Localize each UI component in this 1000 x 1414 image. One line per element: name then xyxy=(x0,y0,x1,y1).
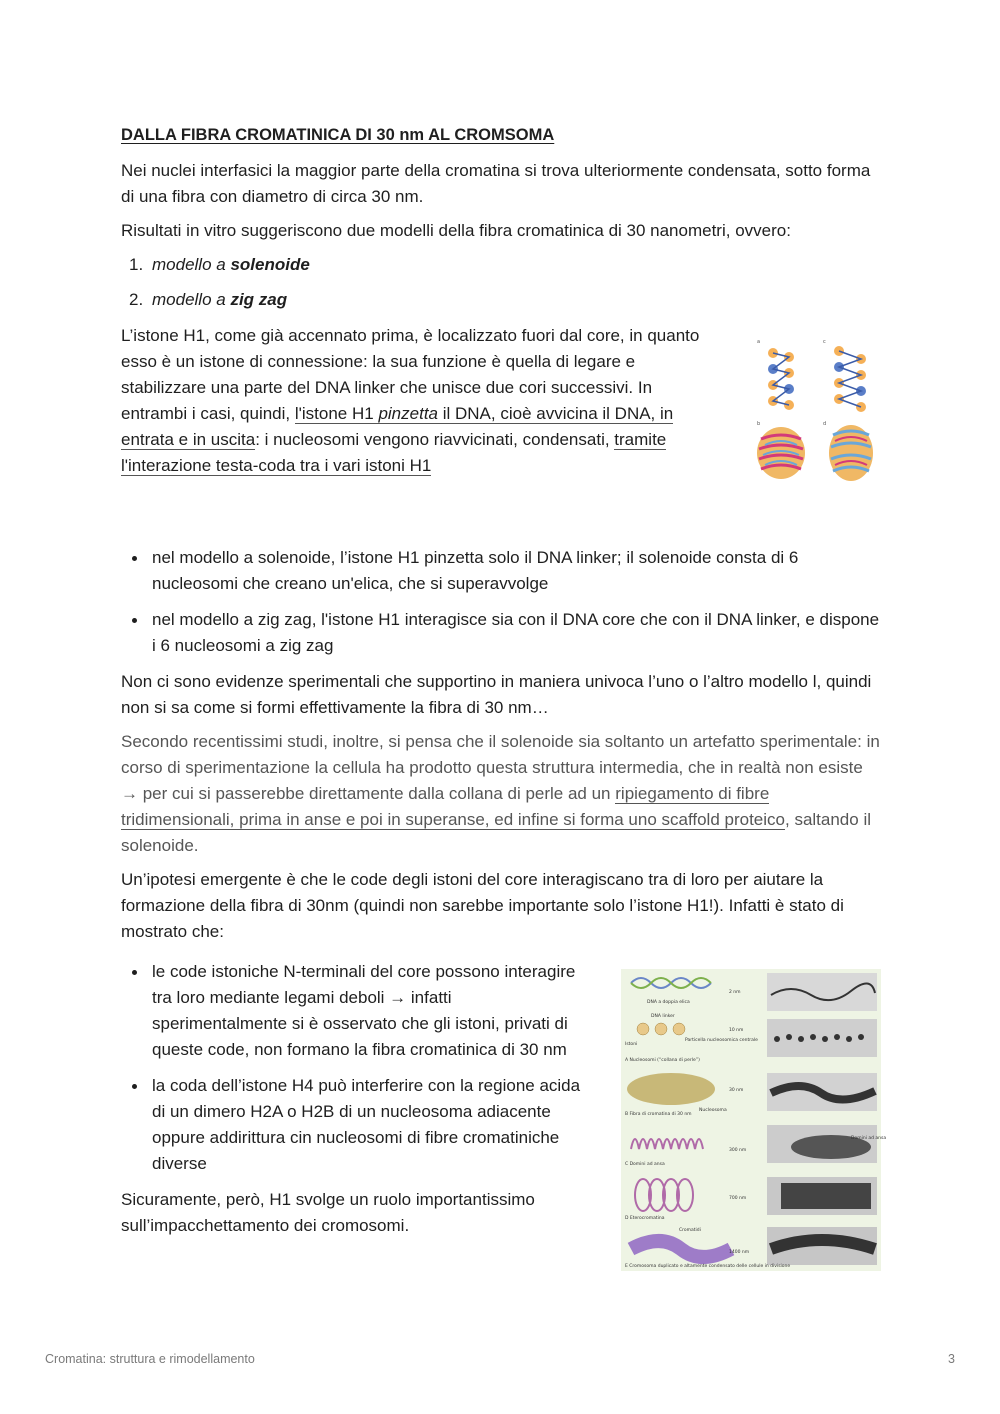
document-page xyxy=(121,122,887,1271)
figure-label: a xyxy=(757,339,761,345)
text-run: il DNA, cioè avvicina il DNA, in entrata e in uscita xyxy=(121,404,674,449)
figure-label: Domini ad ansa xyxy=(851,1136,887,1141)
zigzag-model-d xyxy=(823,421,873,481)
figure-label: Particella nucleosomica centrale xyxy=(685,1038,758,1043)
figure-label: b xyxy=(757,421,761,427)
models-list xyxy=(121,252,881,313)
figure-label: 30 nm xyxy=(729,1088,744,1093)
figure-label: Nucleosoma xyxy=(699,1108,727,1113)
figure-label: 10 nm xyxy=(729,1028,744,1033)
bullet xyxy=(121,959,152,1063)
solenoid-model-b xyxy=(757,421,805,479)
model-prefix: modello a xyxy=(152,255,231,274)
zigzag-model-c xyxy=(823,339,866,412)
text-run: Secondo recentissimi studi, inoltre, si pensa che il solenoide sia soltanto un artefatto sperimentale: in corso di sperimentazione la cellula ha prodotto questa struttura intermedia, che in realtà non esiste → per cui si passerebbe direttamente dalla collana di perle ad un xyxy=(121,732,880,803)
list-number: 1. xyxy=(129,255,144,274)
text-run: l'istone H1 xyxy=(294,404,379,423)
figure-label: DNA a doppia elica xyxy=(647,1000,690,1005)
figure-label: d xyxy=(823,421,827,427)
figure-label: DNA linker xyxy=(651,1014,675,1019)
figure-label: Istoni xyxy=(625,1042,638,1047)
figure-label: 1400 nm xyxy=(729,1250,750,1255)
list-number: 2. xyxy=(129,290,144,309)
list-item-text: le code istoniche N-terminali del core possono interagire tra loro mediante legami deboli → infatti sperimentalmente si è osservato che gli istoni, privati di queste code, non formano la fibra cromatinica di 30 nm xyxy=(152,962,576,1059)
list-item-text: la coda dell’istone H4 può interferire con la regione acida di un dimero H2A o H2B di un nucleosoma adiacente oppure addirittura cin nucleosomi di fibre cromatiniche diverse xyxy=(152,1076,581,1173)
list-item xyxy=(121,252,881,278)
figure-label: B Fibra di cromatina di 30 nm xyxy=(625,1112,692,1117)
solenoid-model-a xyxy=(757,339,794,410)
text-run: : i nucleosomi vengono riavvicinati, condensati, xyxy=(255,430,615,449)
tails-text xyxy=(121,959,585,1247)
bullet xyxy=(121,545,152,597)
model-prefix: modello a xyxy=(152,290,231,309)
figure-label: 300 nm xyxy=(729,1148,747,1153)
text-run: , saltando il solenoide. xyxy=(121,810,871,855)
figure-label: c xyxy=(823,339,826,345)
underlined-text: ripiegamento di fibre tridimensionali, prima in anse e poi in superanse, ed infine si forma uno scaffold proteico xyxy=(121,784,785,829)
figure-label: 700 nm xyxy=(729,1196,747,1201)
bullet xyxy=(121,607,152,659)
text-run: L’istone H1, come già accennato prima, è localizzato fuori dal core, in quanto esso è un istone di connessione: la sua funzione è quella di legare e stabilizzare una parte del DNA linker che unisce due cori successivi. In entrambi i casi, quindi, xyxy=(121,326,700,423)
italic-text: pinzetta xyxy=(378,404,438,423)
tails-block xyxy=(121,959,887,1271)
paragraph-interphase: Nei nuclei interfasici la maggior parte della cromatina si trova ulteriormente condensata, sotto forma di una fibra con diametro di circa 30 nm. xyxy=(121,161,871,206)
list-item-text: nel modello a solenoide, l’istone H1 pinzetta solo il DNA linker; il solenoide consta di 6 nucleosomi che creano un'elica, che si superavvolge xyxy=(152,548,799,593)
section-heading: DALLA FIBRA CROMATINICA DI 30 nm AL CROMSOMA xyxy=(121,126,555,144)
paragraph-conclusion: Sicuramente, però, H1 svolge un ruolo importantissimo sull’impacchettamento dei cromosomi. xyxy=(121,1190,535,1235)
list-item xyxy=(121,545,881,597)
list-item xyxy=(121,1073,585,1177)
figure-label: C Domini ad ansa xyxy=(625,1162,665,1167)
underlined-text: tramite l'interazione testa-coda tra i vari istoni H1 xyxy=(121,430,667,475)
page-number: 3 xyxy=(948,1352,955,1366)
nucleosome-models-figure xyxy=(751,335,881,495)
footer-title: Cromatina: struttura e rimodellamento xyxy=(45,1352,255,1366)
paragraph-h1 xyxy=(121,323,711,479)
model-name: zig zag xyxy=(230,290,288,309)
tails-list xyxy=(121,959,585,1177)
paragraph-models-intro: Risultati in vitro suggeriscono due modelli della fibra cromatinica di 30 nanometri, ovvero: xyxy=(121,221,791,240)
list-item xyxy=(121,607,881,659)
models-detail-list xyxy=(121,545,881,659)
paragraph-hypothesis: Un’ipotesi emergente è che le code degli istoni del core interagiscano tra di loro per aiutare la formazione della fibra di 30nm (quindi non sarebbe importante solo l’istone H1!). Infatti è stato di mostrato che: xyxy=(121,870,844,941)
model-name: solenoide xyxy=(230,255,310,274)
list-item xyxy=(121,287,881,313)
figure-label: D Eterocromatina xyxy=(625,1216,665,1221)
paragraph-evidence: Non ci sono evidenze sperimentali che supportino in maniera univoca l’uno o l’altro modello l, quindi non si sa come si formi effettivamente la fibra di 30 nm… xyxy=(121,672,872,717)
figure-label: 2 nm xyxy=(729,990,741,995)
figure-label: A Nucleosomi (“collana di perle”) xyxy=(625,1058,700,1063)
bullet xyxy=(121,1073,152,1177)
figure-label: E Cromosoma duplicato e altamente condensato delle cellule in divisione xyxy=(625,1264,791,1269)
h1-block xyxy=(121,326,881,515)
paragraph-recent-studies xyxy=(121,729,881,859)
list-item-text: nel modello a zig zag, l'istone H1 interagisce sia con il DNA core che con il DNA linker, e dispone i 6 nucleosomi a zig zag xyxy=(152,610,880,655)
chromatin-compaction-figure xyxy=(621,969,887,1271)
figure-label: Cromatidi xyxy=(679,1228,701,1233)
list-item xyxy=(121,959,585,1063)
